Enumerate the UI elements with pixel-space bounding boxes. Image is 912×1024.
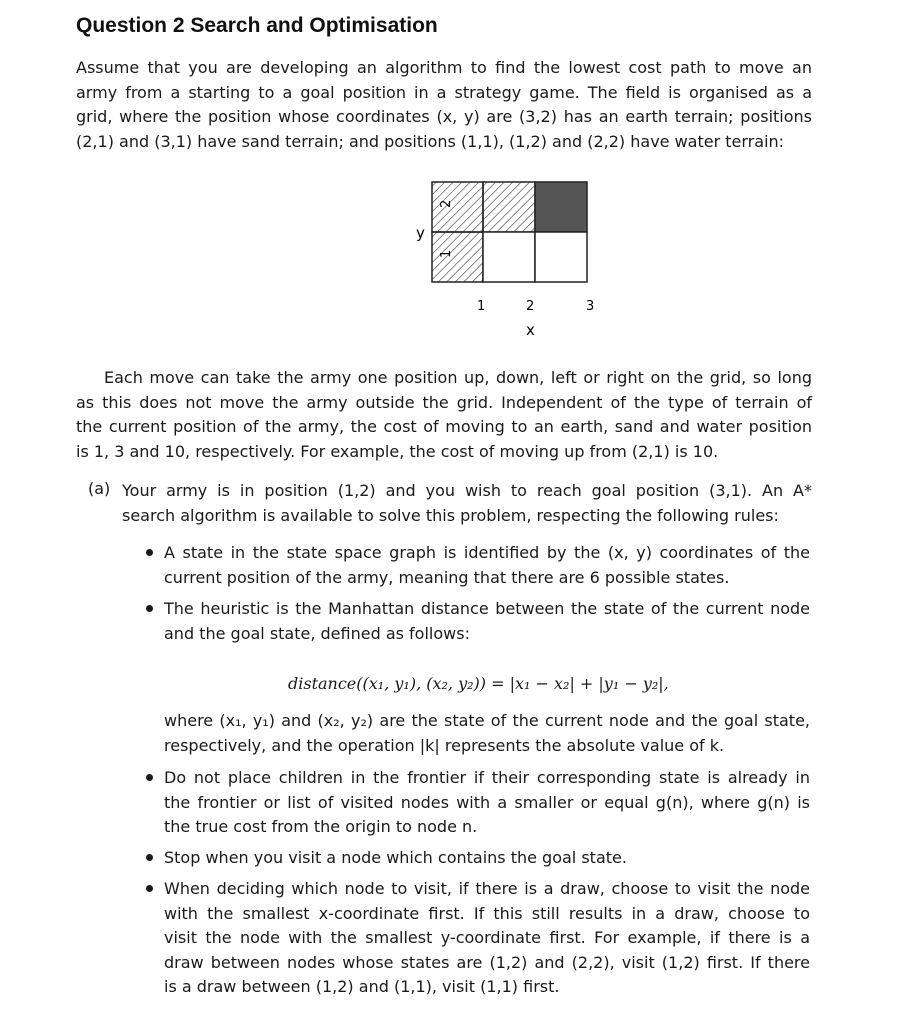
intro-line: army from a starting to a goal position in a strategy game. The field is organised as a [76,82,812,102]
bullet-line: A state in the state space graph is identified by the (x, y) coordinates of the [164,543,810,562]
question-title: Question 2 Search and Optimisation [76,14,438,37]
y-axis-label: y [416,224,425,242]
bullet-line: When deciding which node to visit, if there is a draw, choose to visit the node [164,879,810,898]
part-a-line: Your army is in position (1,2) and you wish to reach goal position (3,1). An A* [122,481,812,500]
bullet-item-tiebreak [164,877,810,1000]
moves-line: the current position of the army, the cost of moving to an earth, sand and water position [76,417,812,436]
part-a-text [122,479,812,528]
bullet-item-frontier [164,766,810,840]
bullet-line: The heuristic is the Manhattan distance between the state of the current node [164,599,810,618]
intro-line: (2,1) and (3,1) have sand terrain; and positions (1,1), (1,2) and (2,2) have water terrain: [76,131,785,151]
moves-line: as this does not move the army outside the grid. Independent of the type of terrain of [76,392,812,412]
bullet-line: with the smallest x-coordinate first. If this still results in a draw, choose to [164,903,810,923]
x-tick-3: 3 [586,299,595,314]
bullet-line: Stop when you visit a node which contains the goal state. [164,848,627,867]
explanation-line: respectively, and the operation |k| represents the absolute value of k. [164,735,725,755]
bullet-item-heuristic [164,597,810,646]
y-tick-1: 1 [439,249,454,258]
formula-explanation [164,709,810,758]
y-tick-2: 2 [439,199,454,208]
intro-paragraph [76,56,812,154]
bullet-line: is a draw between (1,2) and (1,1), visit (1,1) first. [164,977,560,996]
explanation-line: where (x₁, y₁) and (x₂, y₂) are the state of the current node and the goal state, [164,711,810,730]
terrain-grid-figure [406,178,626,343]
bullet-dot [146,549,153,556]
intro-line: grid, where the position whose coordinates (x, y) are (3,2) has an earth terrain; positions [76,107,812,126]
moves-paragraph [76,366,812,464]
bullet-dot [146,774,153,781]
x-axis-label: x [526,321,535,339]
bullet-line: Do not place children in the frontier if their corresponding state is already in [164,768,810,787]
intro-line: Assume that you are developing an algorithm to find the lowest cost path to move an [76,58,812,77]
part-a-line: search algorithm is available to solve this problem, respecting the following rules: [122,505,779,525]
x-tick-2: 2 [526,299,535,314]
bullet-item-state [164,541,810,590]
cell-3-2-earth [535,182,587,232]
bullet-line: and the goal state, defined as follows: [164,623,470,643]
bullet-item-stop [164,846,810,871]
moves-line: Each move can take the army one position up, down, left or right on the grid, so long [104,368,812,387]
bullet-line: current position of the army, meaning that there are 6 possible states. [164,567,730,587]
bullet-line: the true cost from the origin to node n. [164,817,478,836]
bullet-dot [146,605,153,612]
bullet-line: the frontier or list of visited nodes with a smaller or equal g(n), where g(n) is [164,792,810,812]
moves-line: is 1, 3 and 10, respectively. For example, the cost of moving up from (2,1) is 10. [76,441,719,461]
cell-2-1-sand [483,232,535,282]
cell-3-1-sand [535,232,587,282]
manhattan-formula [288,674,669,693]
bullet-line: visit the node with the smallest y-coordinate first. For example, if there is a [164,928,810,947]
bullet-line: draw between nodes whose states are (1,2) and (2,2), visit (1,2) first. If there [164,952,810,972]
bullet-dot [146,885,153,892]
formula-text: distance((x₁, y₁), (x₂, y₂)) = |x₁ − x₂| + |y₁ − y₂|, [288,674,669,693]
cell-2-2-water [483,182,535,232]
part-a-label: (a) [88,479,111,498]
x-tick-1: 1 [477,299,486,314]
bullet-dot [146,854,153,861]
